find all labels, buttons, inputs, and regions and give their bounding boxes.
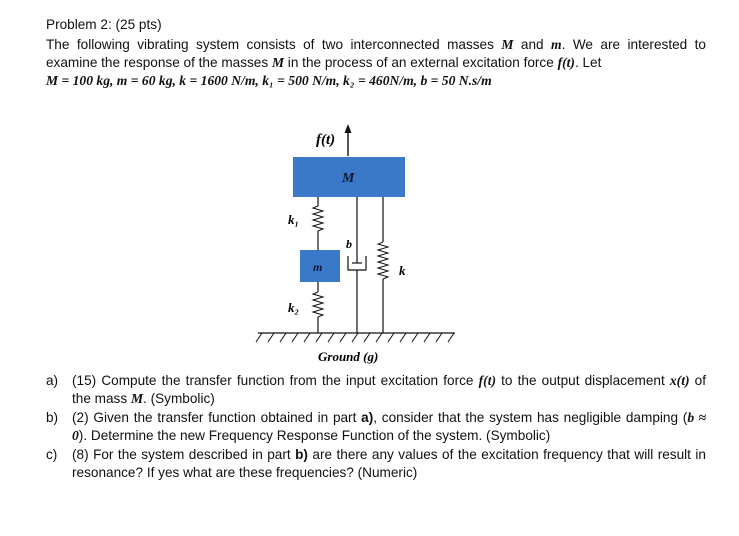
intro-text-4: . Let [574,55,602,70]
intro-text-2: . We are interested to examine the response of the masses [46,37,706,70]
k-label: k [399,263,406,278]
k-spring-coil [378,242,388,279]
question-b-label: b) [46,410,59,425]
k1-label: k₁ [288,212,300,227]
question-a-text-4: . (Symbolic) [143,391,215,406]
b-label: b [346,237,352,251]
problem-statement [46,36,706,90]
question-a-math-1: f(t) [478,373,496,388]
question-c [46,446,706,482]
question-a-text-3: of the mass [72,373,707,406]
question-a [46,372,706,408]
ground-hatching [256,333,454,342]
intro-text-3: in the process of an external excitation force [284,55,558,70]
ground-label: Ground (g) [318,349,379,364]
intro-mass-M: M [501,37,514,52]
question-c-label: c) [46,447,58,462]
intro-mass-m: m [551,37,562,52]
mass-m-label: m [313,260,323,274]
force-label: f(t) [316,132,336,148]
question-a-text-2: to the output displacement [496,373,670,388]
question-b [46,409,706,445]
intro-mass-M-2: M [271,55,285,70]
question-c-ref-b: b) [295,447,308,462]
question-b-text-3: ). Determine the new Frequency Response Function of the system. (Symbolic) [78,428,551,443]
question-a-label: a) [46,373,59,388]
question-a-text-1: (15) Compute the transfer function from the input excitation force [72,373,479,388]
question-a-math-2: x(t) [669,373,690,388]
question-c-text-1: (8) For the system described in part [72,447,296,462]
k2-spring-coil [313,292,323,317]
k1-spring-coil [313,206,323,231]
question-b-text-2: , consider that the system has negligible damping ( [373,410,688,425]
question-list [46,372,706,483]
mass-M-label: M [342,171,355,186]
question-b-math-1: b ≈ 0 [72,410,706,443]
k2-label: k₂ [288,300,300,315]
problem-title: Problem 2: (25 pts) [46,17,162,32]
force-arrow-head [345,124,352,133]
question-c-text-2: are there any values of the excitation frequency that will result in resonance? If yes what are these frequencies? (Numeric) [72,447,706,480]
parameter-values: M = 100 kg, m = 60 kg, k = 1600 N/m, k₁ = 500 N/m, k₂ = 460N/m, b = 50 N.s/m [46,73,492,88]
question-a-math-3: M [130,391,144,406]
vibrating-system-diagram [250,118,480,368]
question-b-ref-a: a) [361,410,374,425]
intro-text-and: and [513,37,552,52]
intro-text-1: The following vibrating system consists of two interconnected masses [46,37,502,52]
question-b-text-1: (2) Given the transfer function obtained in part [72,410,362,425]
intro-force-ft: f(t) [557,55,575,70]
